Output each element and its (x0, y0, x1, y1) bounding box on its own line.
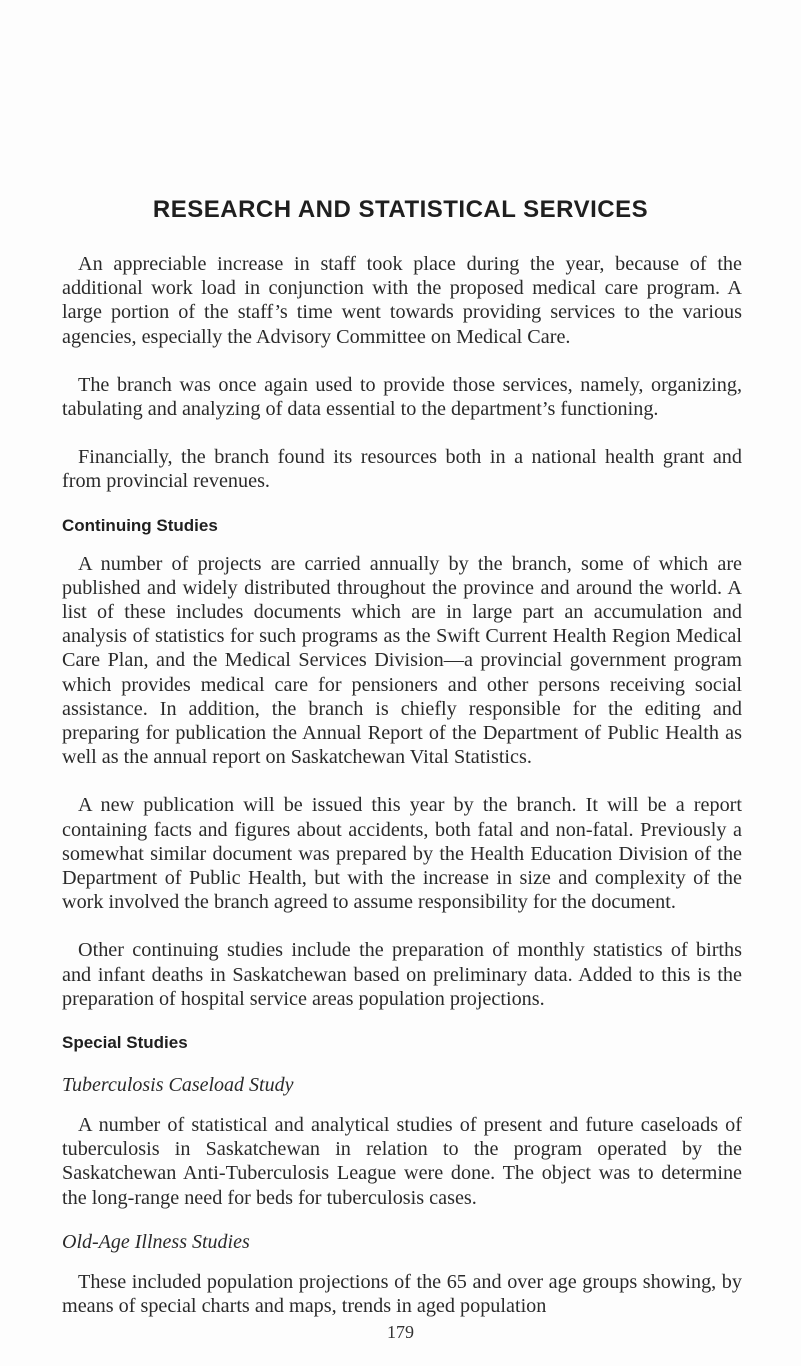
intro-paragraph-3: Financially, the branch found its resources both in a national health grant and from provincial revenues. (62, 446, 742, 493)
page-number: 179 (387, 1322, 414, 1342)
intro-paragraph-2: The branch was once again used to provide those services, namely, organizing, tabulating and analyzing of data essential to the department’s functioning. (62, 373, 742, 421)
old-age-subheading: Old-Age Illness Studies (62, 1230, 250, 1253)
intro-paragraph-1: An appreciable increase in staff took place during the year, because of the additional work load in conjunction with the proposed medical care program. A large portion of the staff’s time went towards providing services to the various agencies, especially the Advisory Committee on Medical Care. (62, 253, 742, 348)
continuing-paragraph-1: A number of projects are carried annually by the branch, some of which are published and widely distributed throughout the province and around the world. A list of these includes documents which are in large part an accumulation and analysis of statistics for such programs as the Swift Current Health Region Medical Care Plan, and the Medical Services Division—a provincial government program which provides medical care for pensioners and other persons receiving social assistance. In addition, the branch is chiefly responsible for the editing and preparing for publication the Annual Report of the Department of Public Health as well as the annual report on Saskatchewan Vital Statistics. (62, 552, 742, 769)
continuing-paragraph-2: A new publication will be issued this year by the branch. It will be a report containing facts and figures about accidents, both fatal and non-fatal. Previously a somewhat similar document was prepared by the Health Education Division of the Department of Public Health, but with the increase in size and complexity of the work involved the branch agreed to assume responsibility for the document. (62, 794, 742, 914)
document-body (62, 252, 742, 1318)
tuberculosis-subheading: Tuberculosis Caseload Study (62, 1074, 294, 1097)
old-age-paragraph: These included population projections of the 65 and over age groups showing, by means of special charts and maps, trends in aged population (62, 1270, 742, 1318)
tuberculosis-paragraph: A number of statistical and analytical studies of present and future caseloads of tuberculosis in Saskatchewan in relation to the program operated by the Saskatchewan Anti-Tuberculosis League were done. The object was to determine the long-range need for beds for tuberculosis cases. (62, 1114, 742, 1209)
continuing-studies-heading: Continuing Studies (62, 515, 218, 535)
special-studies-heading: Special Studies (62, 1033, 188, 1053)
continuing-paragraph-3: Other continuing studies include the preparation of monthly statistics of births and infant deaths in Saskatchewan based on preliminary data. Added to this is the preparation of hospital service areas population projections. (62, 939, 742, 1010)
page-title: RESEARCH AND STATISTICAL SERVICES (152, 196, 649, 223)
